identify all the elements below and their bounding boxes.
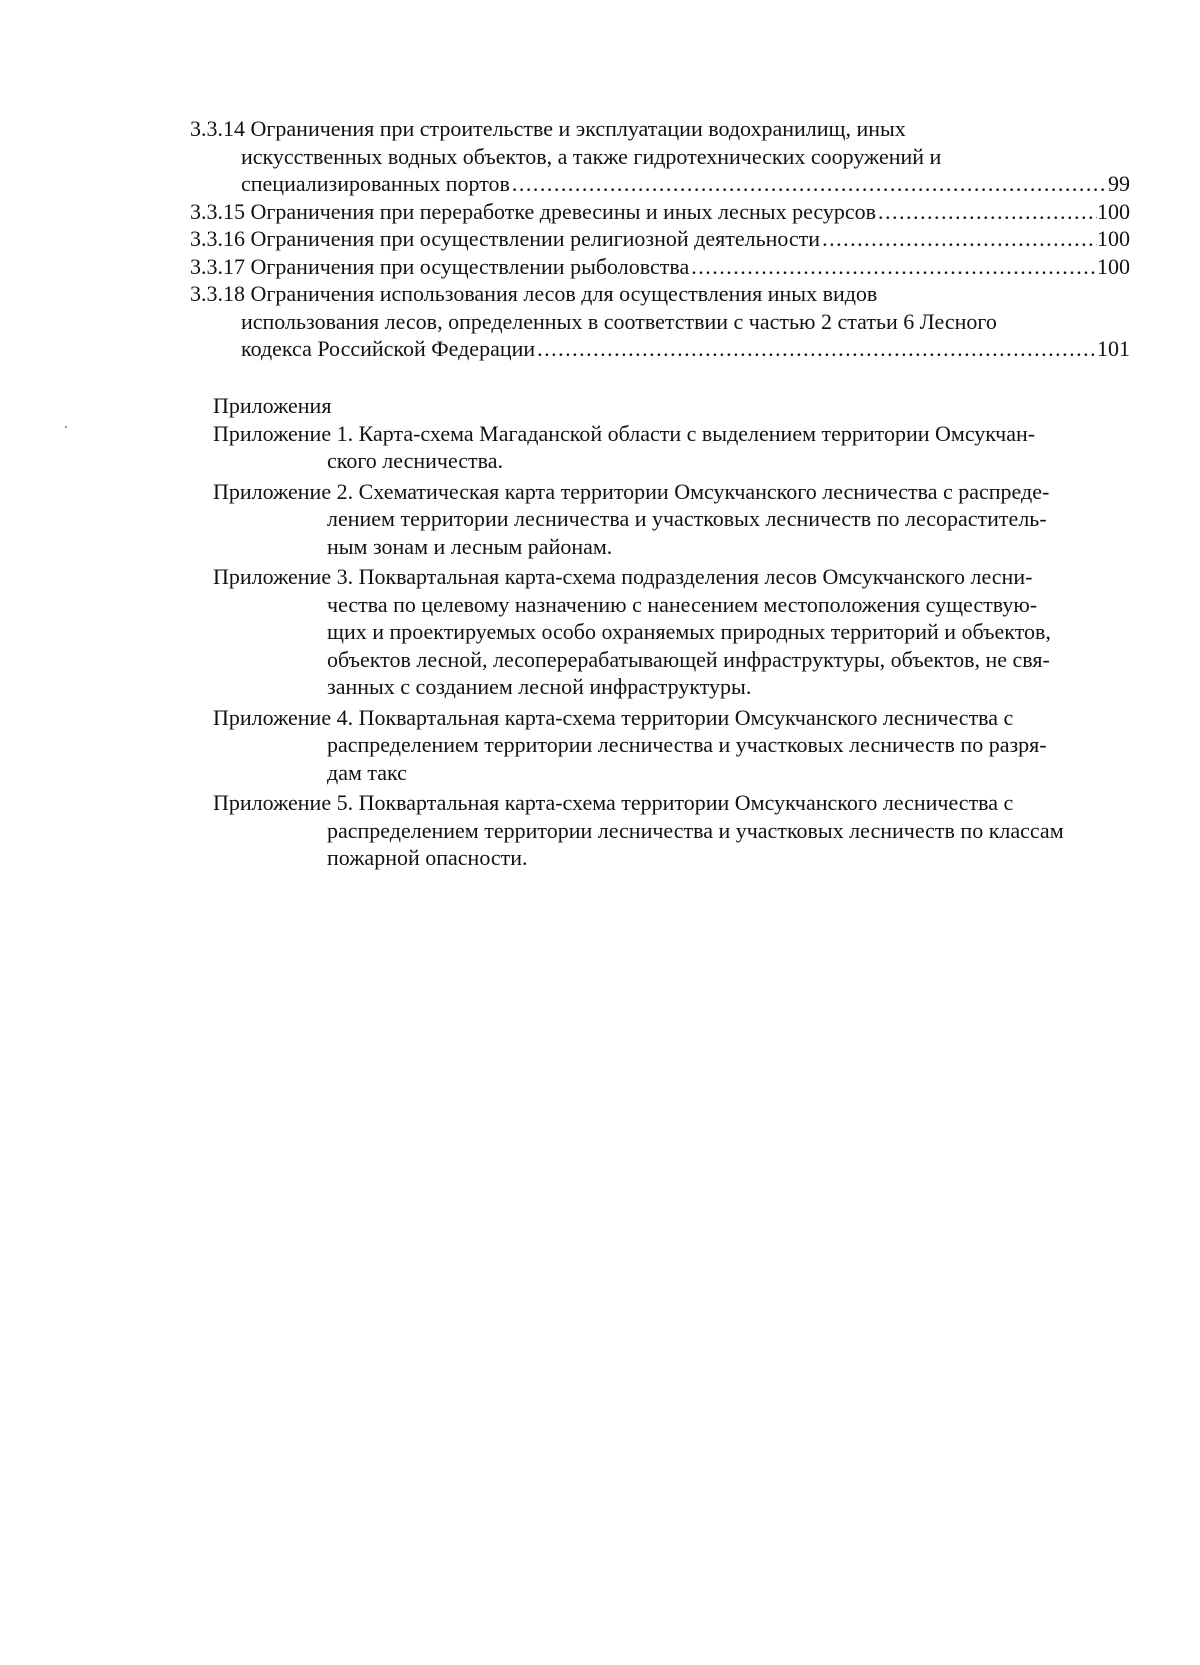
toc-entry-text: 3.3.15 Ограничения при переработке древесины и иных лесных ресурсов: [190, 198, 877, 224]
toc-entry-3-3-14[interactable]: [190, 115, 1130, 198]
appendix-line: чества по целевому назначению с нанесением местоположения существую-: [327, 591, 1038, 617]
appendix-line: дам такс: [327, 759, 407, 785]
dot-leader: [535, 335, 1097, 363]
toc-entry-line: использования лесов, определенных в соответствии с частью 2 статьи 6 Лесного: [241, 308, 997, 334]
toc-entry-3-3-16[interactable]: [190, 225, 1130, 253]
toc-entry-text: 3.3.17 Ограничения при осуществлении рыболовства: [190, 253, 690, 279]
appendix-item-1[interactable]: [213, 420, 1128, 475]
appendix-line: распределением территории лесничества и участковых лесничеств по классам: [327, 817, 1064, 843]
toc-entry-text: специализированных портов: [241, 171, 510, 196]
appendix-list: [213, 392, 1128, 875]
toc-entry-3-3-15[interactable]: [190, 198, 1130, 226]
appendix-line: ского лесничества.: [327, 448, 504, 473]
toc-page-number: 100: [1097, 253, 1130, 279]
toc-entry-last-line: [190, 253, 1130, 281]
toc-entry-text: 3.3.16 Ограничения при осуществлении религиозной деятельности: [190, 226, 821, 251]
dot-leader: [876, 198, 1097, 226]
appendix-heading: Приложения: [213, 393, 332, 418]
toc-entry-3-3-18[interactable]: [190, 280, 1130, 363]
toc-entry-last-line: [190, 225, 1130, 253]
appendix-line: Приложение 2. Схематическая карта территории Омсукчанского лесничества с распреде-: [213, 478, 1050, 504]
appendix-line: объектов лесной, лесоперерабатывающей инфраструктуры, объектов, не свя-: [327, 646, 1050, 672]
dot-leader: [510, 170, 1108, 198]
appendix-line: занных с созданием лесной инфраструктуры.: [327, 674, 752, 699]
appendix-item-2[interactable]: [213, 478, 1128, 561]
toc-page-number: 100: [1097, 198, 1130, 224]
appendix-item-3[interactable]: [213, 563, 1128, 701]
toc-entry-line: 3.3.14 Ограничения при строительстве и эксплуатации водохранилищ, иных: [190, 116, 906, 141]
toc-entry-last-line: [190, 170, 1130, 198]
toc-entry-3-3-17[interactable]: [190, 253, 1130, 281]
toc-page-number: 99: [1108, 171, 1130, 196]
toc-entry-line: искусственных водных объектов, а также гидротехнических сооружений и: [241, 143, 942, 169]
scan-speck: [65, 426, 67, 428]
appendix-line: лением территории лесничества и участковых лесничеств по лесораститель-: [327, 506, 1047, 531]
table-of-contents: [190, 115, 1130, 363]
appendix-line: Приложение 4. Поквартальная карта-схема территории Омсукчанского лесничества с: [213, 704, 1014, 730]
appendix-line: ным зонам и лесным районам.: [327, 533, 613, 559]
toc-page-number: 100: [1097, 226, 1130, 251]
appendix-line: Приложение 3. Поквартальная карта-схема подразделения лесов Омсукчанского лесни-: [213, 564, 1033, 589]
appendix-line: Приложение 1. Карта-схема Магаданской области с выделением территории Омсукчан-: [213, 420, 1036, 446]
toc-page-number: 101: [1097, 336, 1130, 361]
appendix-line: щих и проектируемых особо охраняемых природных территорий и объектов,: [327, 619, 1051, 644]
toc-entry-text: кодекса Российской Федерации: [241, 336, 536, 361]
appendix-line: распределением территории лесничества и участковых лесничеств по разря-: [327, 732, 1047, 757]
toc-entry-last-line: [190, 335, 1130, 363]
appendix-item-4[interactable]: [213, 704, 1128, 787]
dot-leader: [689, 253, 1097, 281]
appendix-line: пожарной опасности.: [327, 845, 528, 870]
toc-entry-last-line: [190, 198, 1130, 226]
dot-leader: [820, 225, 1097, 253]
toc-entry-line: 3.3.18 Ограничения использования лесов для осуществления иных видов: [190, 281, 878, 306]
appendix-item-5[interactable]: [213, 789, 1128, 872]
appendix-line: Приложение 5. Поквартальная карта-схема территории Омсукчанского лесничества с: [213, 790, 1014, 815]
